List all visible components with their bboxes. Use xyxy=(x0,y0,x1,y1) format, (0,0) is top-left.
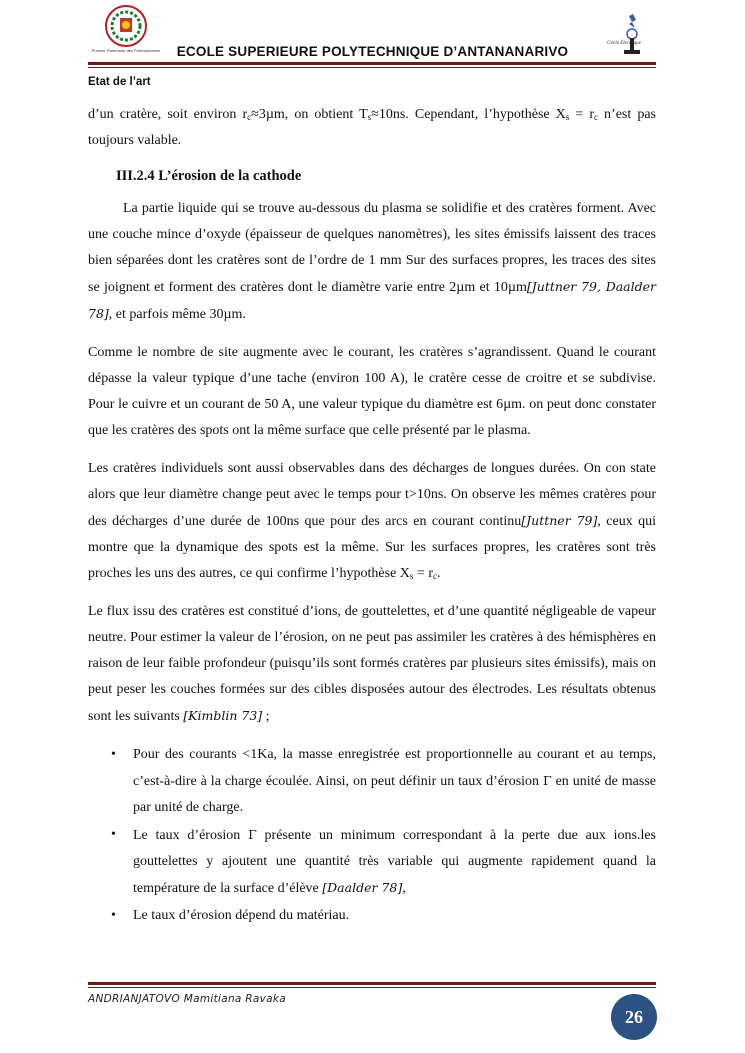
citation: [Juttner 79, Daalder 78] xyxy=(88,279,656,321)
bullet-icon: • xyxy=(111,827,116,842)
section-label: Etat de l’art xyxy=(88,76,151,88)
header-rule-thin xyxy=(88,67,656,68)
paragraph-4: Le flux issu des cratères est constitué d’ions, de gouttelettes, et d’une quantité négligeable de vapeur neutre. Pour estimer la valeur de l’érosion, on ne peut pas assimiler les cratères à des hémisphères en raison de leur faible profondeur (puisqu’ils sont formés cratères par plusieurs sites émissifs), mais on peut peser les couches formées sur des cibles disposées autour des électrodes. Les résultats obtenus sont les suivants [Kimblin 73] ; xyxy=(88,604,656,724)
page-number-badge: 26 xyxy=(611,994,657,1040)
list-item: • Pour des courants <1Ka, la masse enregistrée est proportionnelle au courant et au temps, c’est-à-dire à la charge écoulée. Ainsi, on peut définir un taux d’érosion Γ en unité de masse par unité de charge. xyxy=(133,742,656,821)
intro-paragraph: d’un cratère, soit environ $r_c\approx 3\mu m$, on obtient $T_s\approx 10ns$. Cependant, l’hypothèse $X_s = r_c$ n’est pas toujours valable. xyxy=(88,107,656,148)
result-list xyxy=(88,742,656,929)
page-body xyxy=(88,102,656,930)
list-item: • Le taux d’érosion dépend du matériau. xyxy=(133,903,656,929)
svg-text:Premier Partenaire des Profess: Premier Partenaire des Professionnels xyxy=(91,48,161,53)
paragraph-1: La partie liquide qui se trouve au-dessous du plasma se solidifie et des cratères forment. Avec une couche mince d’oxyde (épaisseur de quelques nanomètres), les sites émissifs laissent des traces bien séparées dont les cratères sont de l’ordre de 1 mm Sur des surfaces propres, les traces des sites se joignent et forment des cratères dont le diamètre varie entre 2µm et 10µm[Juttner 79, Daalder 78], et parfois même 30µm. xyxy=(88,201,656,322)
list-item: • Le taux d’érosion Γ présente un minimum correspondant à la perte due aux ions.les gouttelettes y ajoutent une quantité très variable qui augmente rapidement quand la température de la surface d’élève [Daalder 78], xyxy=(133,822,656,902)
paragraph-2: Comme le nombre de site augmente avec le courant, les cratères s’agrandissent. Quand le courant dépasse la valeur typique d’une tache (environ 100 A), le cratère cesse de croitre et se subdivise. Pour le cuivre et un courant de 50 A, une valeur typique du diamètre est 6µm. on peut donc constater que les cratères des spots ont la même surface que celle présenté par le plasma. xyxy=(88,345,656,438)
citation: [Juttner 79] xyxy=(521,513,598,528)
bullet-icon: • xyxy=(111,908,116,923)
svg-text:Génie Électrique: Génie Électrique xyxy=(607,41,642,46)
paragraph-3: Les cratères individuels sont aussi observables dans des décharges de longues durées. On con state alors que leur diamètre change peut avec le temps pour t>10ns. On observe les mêmes cratères pour des décharges d’une durée de 100ns que pour des arcs en courant continu[Juttner 79], ceux qui montre que la dynamique des spots est la même. Sur les surfaces propres, les cratères sont très proches les uns des autres, ce qui confirme l’hypothèse $X_s = r_c$. xyxy=(88,461,657,581)
bullet-icon: • xyxy=(111,747,116,762)
section-heading: III.2.4 L’érosion de la cathode xyxy=(116,168,302,184)
footer-rule-thin xyxy=(88,987,656,988)
citation: [Kimblin 73] xyxy=(183,708,263,723)
footer-rule-thick xyxy=(88,982,656,985)
citation: [Daalder 78] xyxy=(322,880,403,895)
header-rule-thick xyxy=(88,62,656,65)
author-name: ANDRIANJATOVO Mamitiana Ravaka xyxy=(88,993,286,1005)
school-name: ECOLE SUPERIEURE POLYTECHNIQUE D’ANTANANARIVO xyxy=(176,44,569,59)
